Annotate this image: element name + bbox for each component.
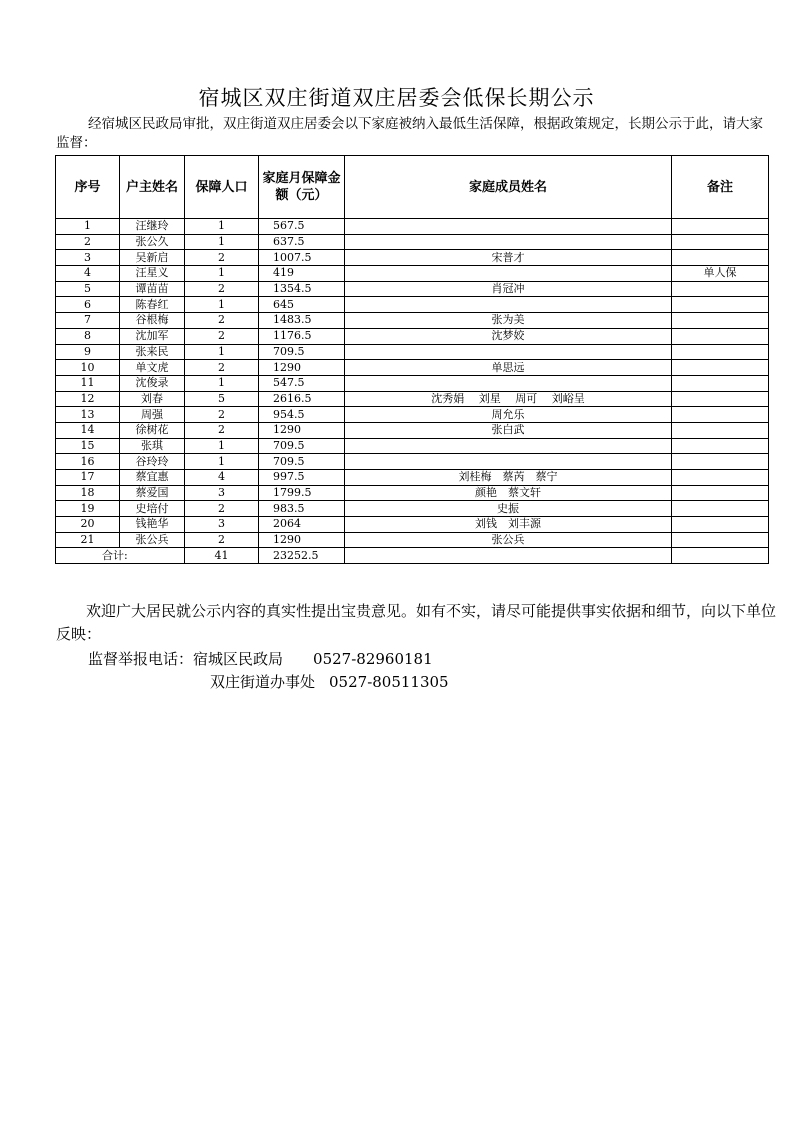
cell-seq: 11 — [56, 375, 120, 391]
closing-paragraph: 欢迎广大居民就公示内容的真实性提出宝贵意见。如有不实，请尽可能提供事实依据和细节，向以下单位反映： — [56, 602, 777, 643]
header-members: 家庭成员姓名 — [345, 156, 672, 219]
cell-head-name: 谷玲玲 — [120, 454, 185, 470]
cell-amount: 2064 — [259, 517, 345, 533]
cell-members — [345, 234, 672, 250]
cell-people: 2 — [185, 532, 259, 548]
cell-people: 1 — [185, 438, 259, 454]
table-row — [56, 281, 769, 297]
cell-head-name: 张来民 — [120, 344, 185, 360]
table-header-row — [56, 156, 769, 219]
table-row — [56, 485, 769, 501]
cell-remark: 单人保 — [672, 266, 769, 282]
org-civil-affairs: 宿城区民政局 — [193, 650, 284, 668]
total-amount: 23252.5 — [259, 548, 345, 564]
cell-members: 颜艳 蔡文轩 — [345, 485, 672, 501]
cell-members: 沈秀娟 刘星 周可 刘峪呈 — [345, 391, 672, 407]
table-row — [56, 328, 769, 344]
cell-people: 1 — [185, 297, 259, 313]
cell-amount: 567.5 — [259, 219, 345, 235]
table-row — [56, 470, 769, 486]
cell-head-name: 刘春 — [120, 391, 185, 407]
cell-head-name: 徐树花 — [120, 422, 185, 438]
cell-remark — [672, 485, 769, 501]
cell-head-name: 史培付 — [120, 501, 185, 517]
table-row — [56, 344, 769, 360]
table-row — [56, 375, 769, 391]
subsistence-table — [55, 155, 769, 564]
cell-amount: 2616.5 — [259, 391, 345, 407]
cell-amount: 419 — [259, 266, 345, 282]
table-row — [56, 517, 769, 533]
cell-amount: 1176.5 — [259, 328, 345, 344]
cell-members — [345, 454, 672, 470]
cell-head-name: 沈加军 — [120, 328, 185, 344]
cell-members: 张为美 — [345, 313, 672, 329]
cell-members: 张公兵 — [345, 532, 672, 548]
cell-amount: 954.5 — [259, 407, 345, 423]
cell-seq: 14 — [56, 422, 120, 438]
cell-seq: 2 — [56, 234, 120, 250]
cell-head-name: 蔡爱国 — [120, 485, 185, 501]
cell-amount: 709.5 — [259, 438, 345, 454]
table-row — [56, 391, 769, 407]
table-row — [56, 234, 769, 250]
closing-notice — [56, 600, 776, 646]
cell-seq: 12 — [56, 391, 120, 407]
cell-remark — [672, 313, 769, 329]
cell-remark — [672, 234, 769, 250]
total-people: 41 — [185, 548, 259, 564]
cell-members — [345, 297, 672, 313]
hotline-line-2 — [210, 671, 449, 694]
cell-remark — [672, 391, 769, 407]
cell-seq: 8 — [56, 328, 120, 344]
page-title: 宿城区双庄街道双庄居委会低保长期公示 — [198, 86, 595, 110]
cell-amount: 645 — [259, 297, 345, 313]
cell-remark — [672, 219, 769, 235]
table-row — [56, 313, 769, 329]
cell-remark — [672, 250, 769, 266]
cell-seq: 10 — [56, 360, 120, 376]
cell-members — [345, 375, 672, 391]
cell-people: 2 — [185, 422, 259, 438]
table-row — [56, 407, 769, 423]
intro-paragraph: 经宿城区民政局审批，双庄街道双庄居委会以下家庭被纳入最低生活保障，根据政策规定，长期公示于此，请大家监督： — [56, 116, 763, 151]
table-body — [56, 219, 769, 548]
cell-amount: 709.5 — [259, 454, 345, 470]
cell-head-name: 周强 — [120, 407, 185, 423]
cell-seq: 19 — [56, 501, 120, 517]
table-row — [56, 532, 769, 548]
header-seq: 序号 — [56, 156, 120, 219]
cell-seq: 6 — [56, 297, 120, 313]
cell-seq: 21 — [56, 532, 120, 548]
cell-remark — [672, 422, 769, 438]
cell-amount: 1799.5 — [259, 485, 345, 501]
cell-remark — [672, 328, 769, 344]
cell-head-name: 张公兵 — [120, 532, 185, 548]
cell-members: 张白武 — [345, 422, 672, 438]
cell-people: 2 — [185, 328, 259, 344]
cell-people: 2 — [185, 501, 259, 517]
cell-members — [345, 438, 672, 454]
cell-remark — [672, 470, 769, 486]
phone-subdistrict-office: 0527-80511305 — [329, 673, 449, 691]
cell-head-name: 钱艳华 — [120, 517, 185, 533]
cell-seq: 3 — [56, 250, 120, 266]
cell-seq: 5 — [56, 281, 120, 297]
cell-remark — [672, 438, 769, 454]
cell-remark — [672, 532, 769, 548]
cell-amount: 983.5 — [259, 501, 345, 517]
total-row — [56, 548, 769, 564]
cell-members: 宋普才 — [345, 250, 672, 266]
total-label: 合计: — [56, 548, 185, 564]
cell-amount: 1290 — [259, 422, 345, 438]
cell-people: 1 — [185, 234, 259, 250]
header-people: 保障人口 — [185, 156, 259, 219]
total-members-empty — [345, 548, 672, 564]
cell-amount: 1007.5 — [259, 250, 345, 266]
cell-seq: 16 — [56, 454, 120, 470]
cell-people: 3 — [185, 485, 259, 501]
cell-people: 1 — [185, 219, 259, 235]
cell-amount: 547.5 — [259, 375, 345, 391]
cell-members: 史振 — [345, 501, 672, 517]
cell-amount: 709.5 — [259, 344, 345, 360]
cell-seq: 1 — [56, 219, 120, 235]
table-row — [56, 266, 769, 282]
cell-members: 沈梦姣 — [345, 328, 672, 344]
cell-seq: 13 — [56, 407, 120, 423]
cell-members: 刘钱 刘丰源 — [345, 517, 672, 533]
cell-head-name: 汪星义 — [120, 266, 185, 282]
cell-seq: 18 — [56, 485, 120, 501]
cell-members: 肖冠冲 — [345, 281, 672, 297]
cell-head-name: 谭苗苗 — [120, 281, 185, 297]
cell-head-name: 沈俊录 — [120, 375, 185, 391]
cell-members — [345, 219, 672, 235]
cell-remark — [672, 454, 769, 470]
cell-people: 1 — [185, 454, 259, 470]
cell-head-name: 张公久 — [120, 234, 185, 250]
cell-members — [345, 344, 672, 360]
phone-civil-affairs: 0527-82960181 — [313, 650, 433, 668]
cell-head-name: 陈春红 — [120, 297, 185, 313]
table-row — [56, 454, 769, 470]
cell-members: 周允乐 — [345, 407, 672, 423]
table-row — [56, 360, 769, 376]
cell-people: 3 — [185, 517, 259, 533]
table-row — [56, 501, 769, 517]
header-remark: 备注 — [672, 156, 769, 219]
table-row — [56, 438, 769, 454]
cell-members: 单思远 — [345, 360, 672, 376]
table-row — [56, 297, 769, 313]
cell-amount: 637.5 — [259, 234, 345, 250]
table-row — [56, 250, 769, 266]
cell-head-name: 汪继玲 — [120, 219, 185, 235]
cell-amount: 1290 — [259, 532, 345, 548]
cell-head-name: 张琪 — [120, 438, 185, 454]
cell-people: 1 — [185, 375, 259, 391]
cell-remark — [672, 375, 769, 391]
cell-people: 2 — [185, 313, 259, 329]
cell-amount: 997.5 — [259, 470, 345, 486]
cell-seq: 17 — [56, 470, 120, 486]
cell-remark — [672, 360, 769, 376]
cell-remark — [672, 281, 769, 297]
cell-amount: 1290 — [259, 360, 345, 376]
cell-members — [345, 266, 672, 282]
cell-people: 5 — [185, 391, 259, 407]
cell-remark — [672, 407, 769, 423]
org-subdistrict-office: 双庄街道办事处 — [210, 673, 316, 691]
cell-amount: 1354.5 — [259, 281, 345, 297]
cell-people: 1 — [185, 266, 259, 282]
cell-people: 2 — [185, 360, 259, 376]
cell-amount: 1483.5 — [259, 313, 345, 329]
cell-seq: 9 — [56, 344, 120, 360]
header-head-name: 户主姓名 — [120, 156, 185, 219]
table-row — [56, 219, 769, 235]
cell-remark — [672, 501, 769, 517]
total-remark-empty — [672, 548, 769, 564]
cell-seq: 15 — [56, 438, 120, 454]
cell-seq: 20 — [56, 517, 120, 533]
cell-people: 1 — [185, 344, 259, 360]
cell-head-name: 蔡宜惠 — [120, 470, 185, 486]
cell-people: 2 — [185, 281, 259, 297]
hotline-line-1 — [88, 648, 433, 671]
cell-people: 2 — [185, 250, 259, 266]
cell-people: 2 — [185, 407, 259, 423]
hotline-label: 监督举报电话： — [88, 650, 194, 668]
cell-remark — [672, 297, 769, 313]
cell-remark — [672, 344, 769, 360]
table-row — [56, 422, 769, 438]
cell-members: 刘桂梅 蔡芮 蔡宁 — [345, 470, 672, 486]
header-amount: 家庭月保障金额（元） — [259, 156, 345, 219]
cell-people: 4 — [185, 470, 259, 486]
cell-seq: 7 — [56, 313, 120, 329]
cell-head-name: 吴新启 — [120, 250, 185, 266]
cell-head-name: 谷根梅 — [120, 313, 185, 329]
cell-remark — [672, 517, 769, 533]
cell-seq: 4 — [56, 266, 120, 282]
cell-head-name: 单文虎 — [120, 360, 185, 376]
